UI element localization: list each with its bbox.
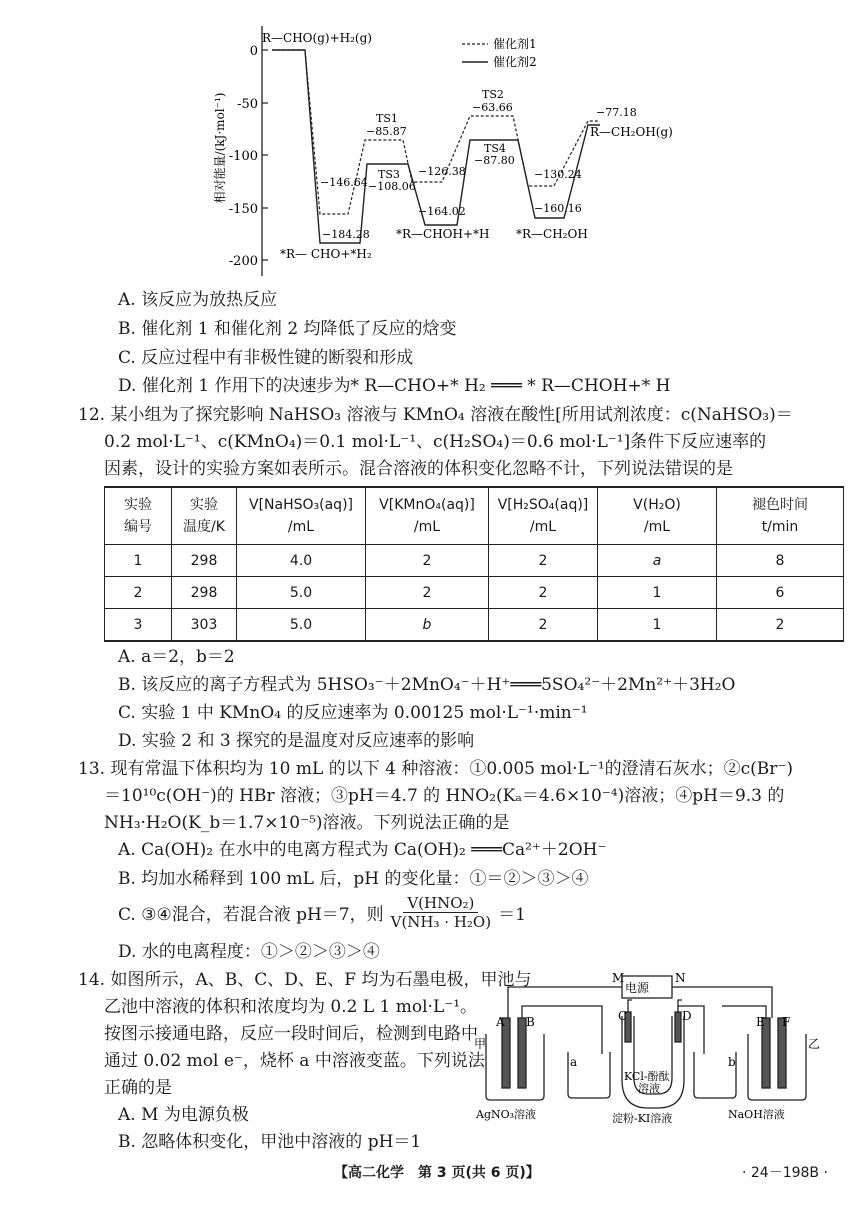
power-label: 电源: [625, 981, 650, 995]
ytick-0: 0: [249, 44, 258, 59]
label-v3: −126.38: [418, 165, 466, 178]
label-end-val: −77.18: [596, 106, 637, 119]
label-v6: −160.16: [534, 202, 582, 215]
ytick-50: -50: [237, 97, 258, 112]
label-end: R—CH₂OH(g): [590, 125, 673, 139]
table-header: 实验 温度/K: [172, 487, 237, 545]
table-row: 2 298 5.0 2 2 1 6: [105, 577, 844, 609]
label-electrode-c: C: [618, 1009, 628, 1023]
fraction-denominator: V(NH₃ · H₂O): [390, 913, 492, 931]
q12-option-b: B. 该反应的离子方程式为 5HSO₃⁻＋2MnO₄⁻＋H⁺═══5SO₄²⁻＋2Mn²⁺＋3H₂O: [118, 675, 736, 695]
label-naoh: NaOH溶液: [728, 1108, 785, 1121]
q13-stem-line3: NH₃·H₂O(K_b＝1.7×10⁻⁵)溶液。下列说法正确的是: [104, 813, 510, 833]
legend-catalyst-1: 催化剂1: [493, 37, 537, 51]
table-row: 1 298 4.0 2 2 a 8: [105, 545, 844, 577]
legend-catalyst-2: 催化剂2: [493, 55, 537, 69]
label-beaker-a: a: [570, 1055, 578, 1069]
label-electrode-e: E: [756, 1015, 765, 1029]
q13-stem-line1: 13. 现有常温下体积均为 10 mL 的以下 4 种溶液：①0.005 mol·L⁻¹的澄清石灰水；②c(Br⁻): [78, 759, 794, 779]
q12-stem-line1: 12. 某小组为了探究影响 NaHSO₃ 溶液与 KMnO₄ 溶液在酸性[所用试剂浓度：c(NaHSO₃)＝: [78, 405, 793, 425]
q13-stem-line2: ＝10¹⁰c(OH⁻)的 HBr 溶液；③pH＝4.7 的 HNO₂(Kₐ＝4.6×10⁻⁴)溶液；④pH＝9.3 的: [104, 786, 785, 806]
label-ts2: TS2: [482, 88, 504, 101]
label-int3: *R—CH₂OH: [516, 227, 588, 241]
q12-option-c: C. 实验 1 中 KMnO₄ 的反应速率为 0.00125 mol·L⁻¹·min⁻¹: [118, 703, 588, 723]
label-v2: −184.28: [322, 228, 370, 241]
label-ts3: TS3: [378, 168, 400, 181]
q12-stem-line3: 因素，设计的实验方案如表所示。混合溶液的体积变化忽略不计，下列说法错误的是: [104, 459, 733, 479]
ytick-100: -100: [228, 149, 258, 164]
q12-option-d: D. 实验 2 和 3 探究的是温度对反应速率的影响: [118, 731, 475, 751]
label-n: N: [675, 971, 686, 985]
table-header: V(H₂O) /mL: [598, 487, 717, 545]
label-ts1-val: −85.87: [366, 125, 407, 138]
label-yi: 乙: [808, 1037, 821, 1051]
label-jia: 甲: [474, 1037, 487, 1051]
label-electrode-d: D: [682, 1009, 692, 1023]
label-v4: −164.02: [418, 205, 466, 218]
label-ts2-val: −63.66: [472, 101, 513, 114]
fraction-numerator: V(HNO₂): [403, 894, 478, 913]
label-electrode-b: B: [526, 1015, 535, 1029]
q14-stem-line4: 通过 0.02 mol e⁻，烧杯 a 中溶液变蓝。下列说法: [104, 1051, 485, 1071]
table-header: 实验 编号: [105, 487, 172, 545]
label-electrode-f: F: [782, 1015, 791, 1029]
table-row: 3 303 5.0 b 2 1 2: [105, 609, 844, 642]
label-kcl-solution: 溶液: [638, 1082, 660, 1095]
table-header: V[KMnO₄(aq)] /mL: [366, 487, 489, 545]
q12-stem-line2: 0.2 mol·L⁻¹、c(KMnO₄)＝0.1 mol·L⁻¹、c(H₂SO₄)＝0.6 mol·L⁻¹]条件下反应速率的: [104, 432, 767, 452]
label-ts3-val: −108.06: [368, 180, 416, 193]
page-code: · 24－198B ·: [742, 1165, 828, 1181]
table-header: V[H₂SO₄(aq)] /mL: [489, 487, 598, 545]
label-v5: −130.24: [534, 168, 582, 181]
ytick-200: -200: [228, 254, 258, 269]
experiment-table: [104, 486, 844, 642]
label-v1: −146.64: [320, 176, 368, 189]
label-kcl: KCl-酚酞: [624, 1070, 670, 1083]
ytick-150: -150: [228, 202, 258, 217]
q14-stem-line3: 按图示接通电路，反应一段时间后，检测到电路中: [104, 1024, 478, 1044]
q14-option-b: B. 忽略体积变化，甲池中溶液的 pH＝1: [118, 1132, 422, 1152]
q13-option-c: C. ③④混合，若混合液 pH＝7，则 V(HNO₂) V(NH₃ · H₂O) ＝1: [118, 894, 526, 931]
q14-option-a: A. M 为电源负极: [118, 1105, 249, 1125]
q14-stem-line1: 14. 如图所示，A、B、C、D、E、F 均为石墨电极，甲池与: [78, 970, 532, 990]
q13-option-a: A. Ca(OH)₂ 在水中的电离方程式为 Ca(OH)₂ ═══Ca²⁺＋2OH⁻: [118, 840, 607, 860]
q11-option-c: C. 反应过程中有非极性键的断裂和形成: [118, 348, 414, 368]
table-header: V[NaHSO₃(aq)] /mL: [237, 487, 366, 545]
y-axis-label: 相对能量/(kJ·mol⁻¹): [213, 92, 227, 204]
label-m: M: [612, 971, 625, 985]
label-int1: *R— CHO+*H₂: [280, 247, 372, 261]
page-footer: 【高二化学 第 3 页(共 6 页)】: [334, 1165, 540, 1181]
label-start: R—CHO(g)+H₂(g): [262, 31, 372, 45]
label-ts4-val: −87.80: [474, 154, 515, 167]
energy-profile-diagram: [200, 18, 673, 280]
catalyst-1-path: [272, 50, 598, 214]
q11-option-d: D. 催化剂 1 作用下的决速步为* R—CHO+* H₂ ═══ * R—CHOH+* H: [118, 376, 671, 396]
label-electrode-a: A: [496, 1015, 505, 1029]
label-starch-ki: 淀粉-KI溶液: [612, 1112, 673, 1125]
q14-stem-line5: 正确的是: [104, 1078, 172, 1098]
label-int2: *R—CHOH+*H: [396, 227, 490, 241]
table-header: 褪色时间 t/min: [717, 487, 844, 545]
table-header-row: [105, 487, 844, 545]
q13-option-d: D. 水的电离程度：①＞②＞③＞④: [118, 942, 380, 962]
q11-option-a: A. 该反应为放热反应: [118, 290, 278, 310]
label-ts1: TS1: [376, 112, 398, 125]
q14-stem-line2: 乙池中溶液的体积和浓度均为 0.2 L 1 mol·L⁻¹。: [104, 997, 478, 1017]
q13-option-b: B. 均加水稀释到 100 mL 后，pH 的变化量：①＝②＞③＞④: [118, 869, 589, 889]
q12-option-a: A. a＝2，b＝2: [118, 647, 235, 667]
label-ts4: TS4: [484, 142, 506, 155]
label-agno3: AgNO₃溶液: [476, 1108, 537, 1121]
label-beaker-b: b: [728, 1055, 736, 1069]
electrolysis-apparatus: [472, 968, 822, 1130]
q11-option-b: B. 催化剂 1 和催化剂 2 均降低了反应的焓变: [118, 319, 457, 339]
